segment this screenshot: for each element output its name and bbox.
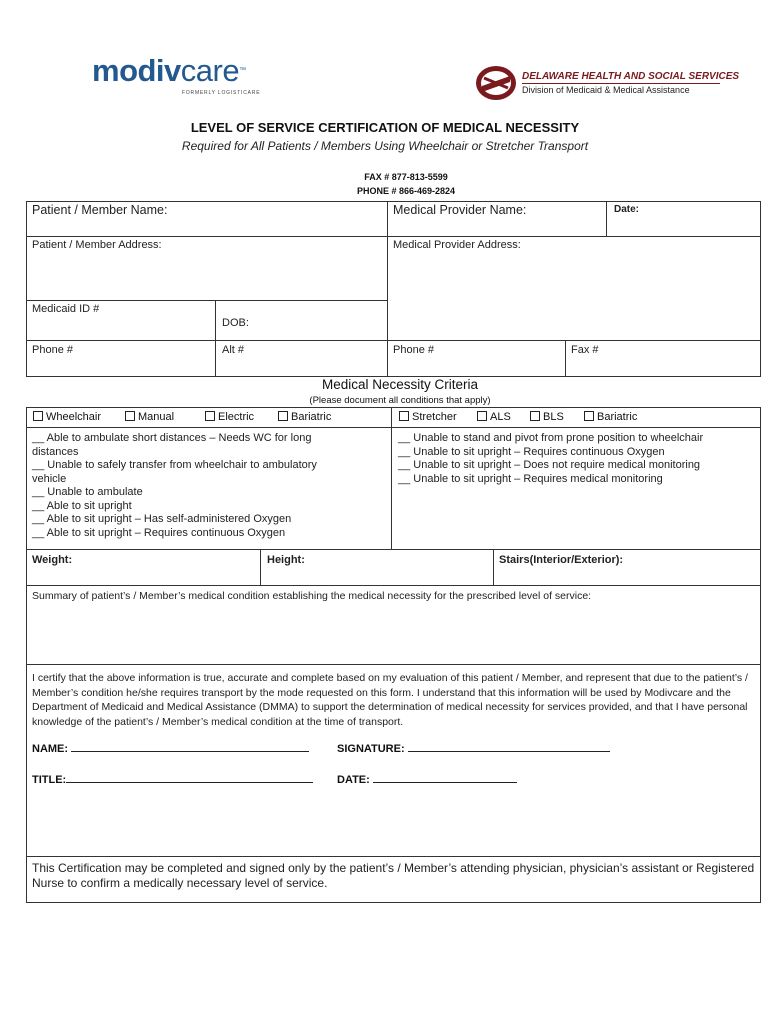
list-item[interactable]: __ Able to sit upright – Has self-administered Oxygen <box>32 513 292 525</box>
criteria-note: (Please document all conditions that apply) <box>309 395 491 406</box>
date-sign-field[interactable]: DATE: <box>337 772 517 786</box>
list-item[interactable]: __ Unable to sit upright – Requires continuous Oxygen <box>398 445 665 458</box>
provider-address-field[interactable]: Medical Provider Address: <box>393 239 521 251</box>
option-electric[interactable]: Electric <box>205 411 254 423</box>
list-item[interactable]: __ Unable to safely transfer from wheelchair to ambulatory vehicle <box>32 459 317 485</box>
dhss-logo <box>474 64 740 106</box>
patient-name-field[interactable]: Patient / Member Name: <box>32 203 168 217</box>
date-field[interactable]: Date: <box>614 204 640 215</box>
form-border-right <box>760 201 761 377</box>
option-bariatric-stretcher[interactable]: Bariatric <box>584 411 637 423</box>
options-divider <box>26 427 761 428</box>
form-divider-center <box>387 201 388 377</box>
page-subtitle: Required for All Patients / Members Using Wheelchair or Stretcher Transport <box>181 139 589 153</box>
criteria-heading: Medical Necessity Criteria <box>321 377 479 392</box>
checkbox-icon[interactable] <box>125 411 135 421</box>
list-item[interactable]: __ Unable to sit upright – Requires medical monitoring <box>398 472 663 485</box>
name-underline[interactable] <box>71 741 309 752</box>
height-field[interactable]: Height: <box>267 554 305 566</box>
option-bariatric-wc[interactable]: Bariatric <box>278 411 331 423</box>
measures-divider-2 <box>493 549 494 585</box>
modivcare-logo <box>92 55 262 97</box>
list-item[interactable]: __ Able to sit upright – Requires continuous Oxygen <box>32 526 286 539</box>
checkbox-icon[interactable] <box>278 411 288 421</box>
alt-phone-field[interactable]: Alt # <box>222 344 245 356</box>
dhss-divider <box>522 83 720 84</box>
row-divider-2 <box>26 300 388 301</box>
summary-bottom <box>26 664 761 665</box>
list-item[interactable]: __ Unable to stand and pivot from prone position to wheelchair <box>398 432 704 444</box>
checkbox-icon[interactable] <box>584 411 594 421</box>
list-item[interactable]: __ Unable to ambulate <box>32 486 143 498</box>
dhss-division: Division of Medicaid & Medical Assistance <box>522 85 690 95</box>
patient-address-field[interactable]: Patient / Member Address: <box>32 239 162 251</box>
dob-divider <box>215 300 216 377</box>
option-bls[interactable]: BLS <box>530 411 564 423</box>
measures-bottom <box>26 585 761 586</box>
fax-number: FAX # 877-813-5599 <box>364 172 448 182</box>
dhss-seal-icon <box>474 64 518 102</box>
medicaid-id-field[interactable]: Medicaid ID # <box>32 303 100 315</box>
criteria-border-top <box>26 407 761 408</box>
dob-field[interactable]: DOB: <box>222 317 249 329</box>
measures-divider-1 <box>260 549 261 585</box>
checkbox-icon[interactable] <box>399 411 409 421</box>
footer-bottom <box>26 902 761 903</box>
form-border-top <box>26 201 761 202</box>
form-border-left <box>26 201 27 377</box>
dhss-title: DELAWARE HEALTH AND SOCIAL SERVICES <box>522 71 740 82</box>
option-stretcher[interactable]: Stretcher <box>399 411 457 423</box>
checkbox-icon[interactable] <box>477 411 487 421</box>
footer-note: This Certification may be completed and signed only by the patient’s / Member’s attending physician, physician’s assistant or Registered Nurse to confirm a medically necessary level of service. <box>32 861 755 890</box>
wheelchair-criteria-list <box>32 432 352 540</box>
criteria-border-left <box>26 407 27 585</box>
list-item[interactable]: __ Able to sit upright <box>32 499 132 512</box>
lower-border-right <box>760 407 761 903</box>
signature-field[interactable]: SIGNATURE: <box>337 741 610 755</box>
checkbox-icon[interactable] <box>33 411 43 421</box>
certification-statement: I certify that the above information is true, accurate and complete based on my evaluation of this patient / Member, and represent that due to the patient’s / Member’s condition he/she requires transport by the mode requested on this form. I understand that this information will be used by Modivcare and the Department of Medicaid and Medical Assistance (DMMA) to support the determination of medical necessity for services provided, and that I have personal knowledge of the patient’s / Member’s medical condition at the time of transport. <box>32 672 748 728</box>
checkbox-icon[interactable] <box>205 411 215 421</box>
page-title: LEVEL OF SERVICE CERTIFICATION OF MEDICAL NECESSITY <box>190 120 580 135</box>
title-field[interactable]: TITLE: <box>32 772 313 786</box>
checkbox-icon[interactable] <box>530 411 540 421</box>
logo-word-bold: modiv <box>92 53 181 88</box>
provider-name-field[interactable]: Medical Provider Name: <box>393 203 527 217</box>
summary-field[interactable]: Summary of patient’s / Member’s medical condition establishing the medical necessity for the prescribed level of service: <box>32 590 592 602</box>
list-item[interactable]: __ Unable to sit upright – Does not require medical monitoring <box>398 459 701 471</box>
title-underline[interactable] <box>66 772 313 783</box>
signature-underline[interactable] <box>408 741 610 752</box>
date-underline[interactable] <box>373 772 517 783</box>
logo-trademark: ™ <box>239 67 246 74</box>
option-wheelchair[interactable]: Wheelchair <box>33 411 101 423</box>
footer-top <box>26 856 761 857</box>
stairs-field[interactable]: Stairs(Interior/Exterior): <box>499 554 624 566</box>
patient-phone-field[interactable]: Phone # <box>32 344 73 356</box>
provider-fax-field[interactable]: Fax # <box>571 344 599 356</box>
logo-subtext: FORMERLY LOGISTICARE <box>182 90 261 96</box>
weight-field[interactable]: Weight: <box>32 554 73 566</box>
phone-number: PHONE # 866-469-2824 <box>356 186 456 196</box>
option-manual[interactable]: Manual <box>125 411 174 423</box>
stretcher-criteria-list <box>398 432 758 486</box>
fax-divider <box>565 340 566 377</box>
criteria-divider-center <box>391 407 392 550</box>
option-als[interactable]: ALS <box>477 411 511 423</box>
date-divider <box>606 201 607 237</box>
logo-word-light: care <box>180 53 240 88</box>
measures-top <box>26 549 761 550</box>
provider-phone-field[interactable]: Phone # <box>393 344 434 356</box>
name-field[interactable]: NAME: <box>32 741 309 755</box>
list-item[interactable]: __ Able to ambulate short distances – Needs WC for long distances <box>32 432 312 458</box>
row-divider-3 <box>26 340 761 341</box>
row-divider-1 <box>26 236 761 237</box>
